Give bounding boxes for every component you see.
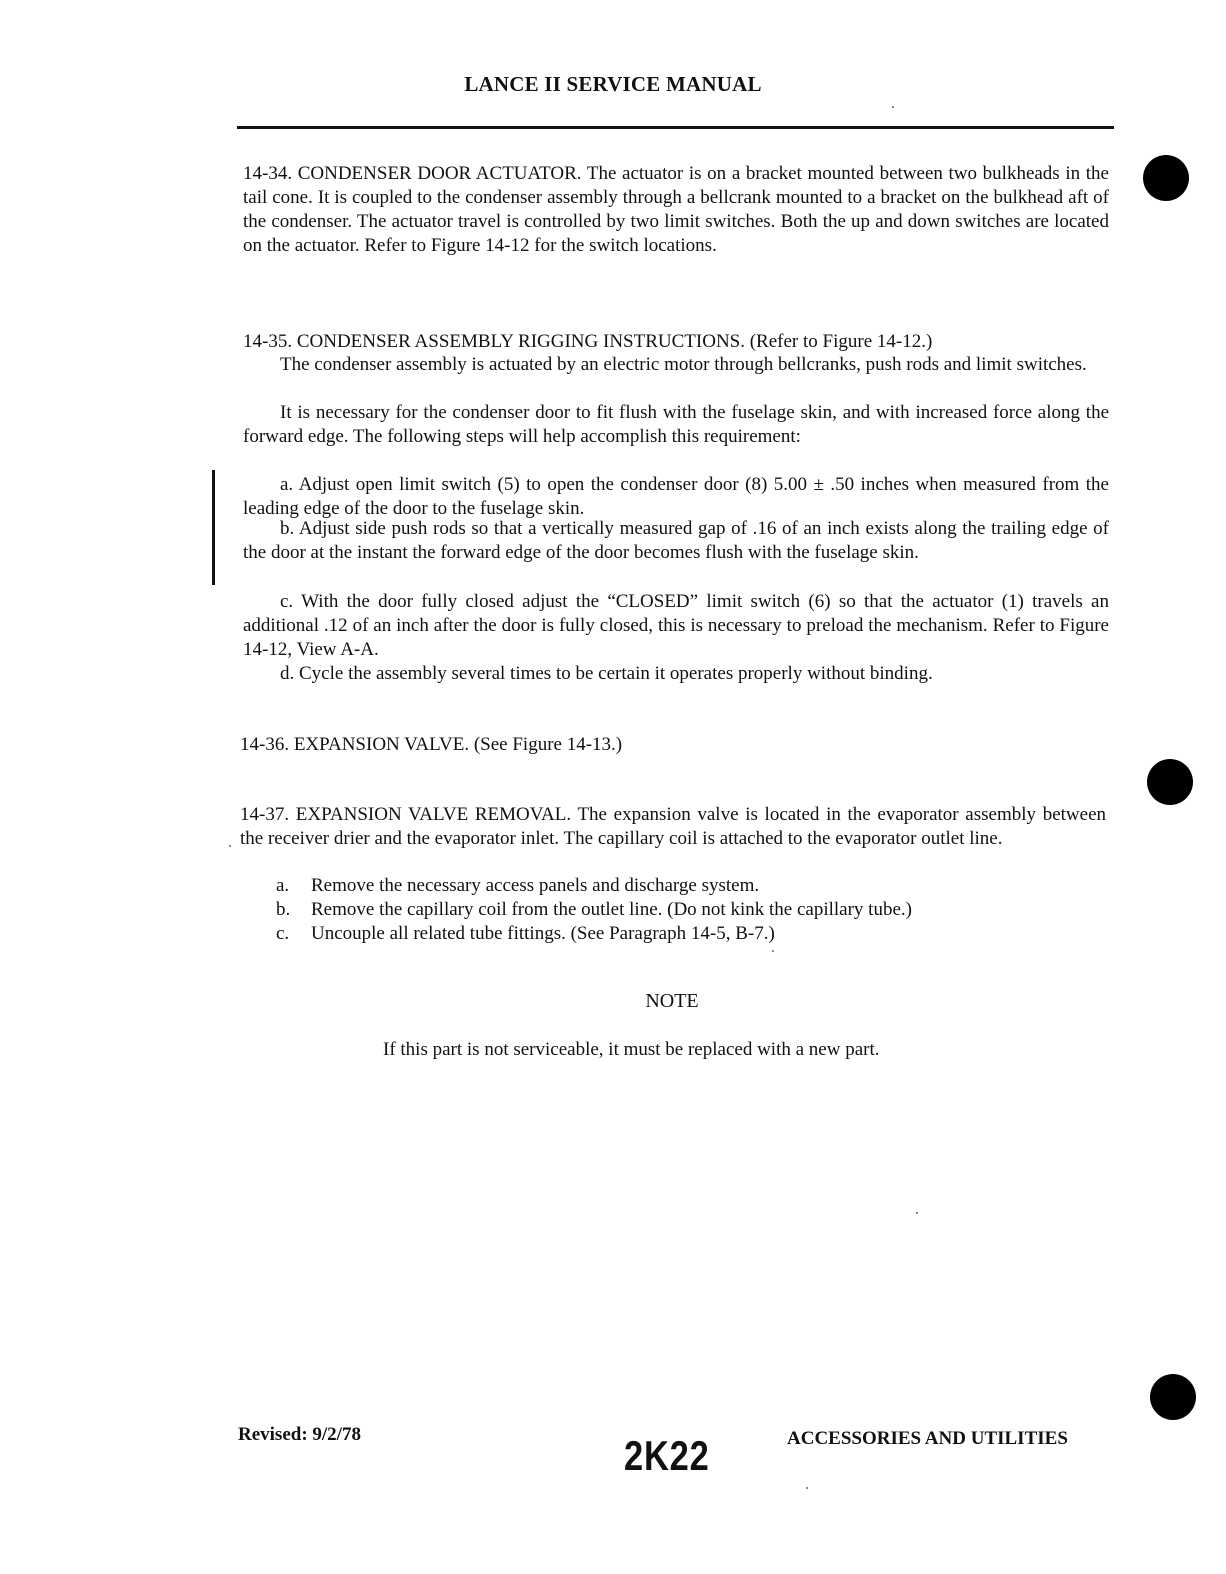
step-text: Adjust open limit switch (5) to open the condenser door (8) 5.00 ± .50 inches when measured from the leading edge of the door to the fuselage skin. <box>243 474 1109 519</box>
section-name: ACCESSORIES AND UTILITIES <box>787 1428 1068 1449</box>
step-label: a. <box>276 875 290 896</box>
note-heading: NOTE <box>645 990 699 1012</box>
scan-speck <box>916 1212 918 1214</box>
list-item <box>276 874 1096 898</box>
section-14-35-paragraph-1: The condenser assembly is actuated by an electric motor through bellcranks, push rods and limit switches. <box>280 354 1087 375</box>
scan-speck <box>229 845 231 847</box>
section-14-36-heading: 14-36. EXPANSION VALVE. (See Figure 14-13.) <box>240 734 623 755</box>
header-divider <box>237 126 1114 129</box>
step-text: Uncouple all related tube fittings. (See Paragraph 14-5, B-7.) <box>311 923 775 944</box>
step-label: b. <box>276 899 291 920</box>
step-label: c. <box>276 923 290 944</box>
scan-speck <box>772 950 774 952</box>
step-text: Remove the capillary coil from the outlet line. (Do not kink the capillary tube.) <box>311 899 912 920</box>
section-14-37-text: 14-37. EXPANSION VALVE REMOVAL. The expansion valve is located in the evaporator assembly between the receiver drier and the evaporator inlet. The capillary coil is attached to the evaporator outlet line. <box>240 804 1106 849</box>
section-14-35-heading: 14-35. CONDENSER ASSEMBLY RIGGING INSTRUCTIONS. (Refer to Figure 14-12.) <box>243 331 933 352</box>
step-text: Remove the necessary access panels and discharge system. <box>311 875 760 896</box>
step-text: Adjust side push rods so that a vertically measured gap of .16 of an inch exists along the trailing edge of the door at the instant the forward edge of the door becomes flush with the fuselage skin. <box>243 518 1109 563</box>
revision-bar <box>212 470 215 585</box>
section-14-35-paragraph-2: It is necessary for the condenser door to fit flush with the fuselage skin, and with increased force along the forward edge. The following steps will help accomplish this requirement: <box>243 402 1109 447</box>
list-item <box>243 517 1109 565</box>
page-title: LANCE II SERVICE MANUAL <box>464 72 762 96</box>
page-code: 2K22 <box>624 1432 710 1479</box>
step-text: Cycle the assembly several times to be certain it operates properly without binding. <box>299 663 933 684</box>
scan-speck <box>806 1487 808 1489</box>
list-item <box>276 922 1096 946</box>
step-label: b. <box>280 518 295 539</box>
step-label: c. <box>280 591 294 612</box>
list-item <box>276 898 1096 922</box>
section-14-34-text: 14-34. CONDENSER DOOR ACTUATOR. The actuator is on a bracket mounted between two bulkheads in the tail cone. It is coupled to the condenser assembly through a bellcrank mounted to a bracket on the bulkhead aft of the condenser. The actuator travel is controlled by two limit switches. Both the up and down switches are located on the actuator. Refer to Figure 14-12 for the switch locations. <box>243 163 1109 256</box>
step-label: a. <box>280 474 294 495</box>
removal-steps <box>276 874 1096 946</box>
punch-hole-bottom <box>1150 1374 1196 1420</box>
scan-speck <box>892 106 894 108</box>
punch-hole-middle <box>1147 759 1193 805</box>
punch-hole-top <box>1143 155 1189 201</box>
step-text: With the door fully closed adjust the “CLOSED” limit switch (6) so that the actuator (1) travels an additional .12 of an inch after the door is fully closed, this is necessary to preload the mechanism. Refer to Figure 14-12, View A-A. <box>243 591 1109 660</box>
list-item <box>243 473 1109 521</box>
list-item <box>243 590 1109 662</box>
note-body: If this part is not serviceable, it must be replaced with a new part. <box>383 1039 880 1060</box>
list-item <box>243 662 1109 686</box>
step-label: d. <box>280 663 295 684</box>
revision-date: Revised: 9/2/78 <box>238 1424 361 1445</box>
